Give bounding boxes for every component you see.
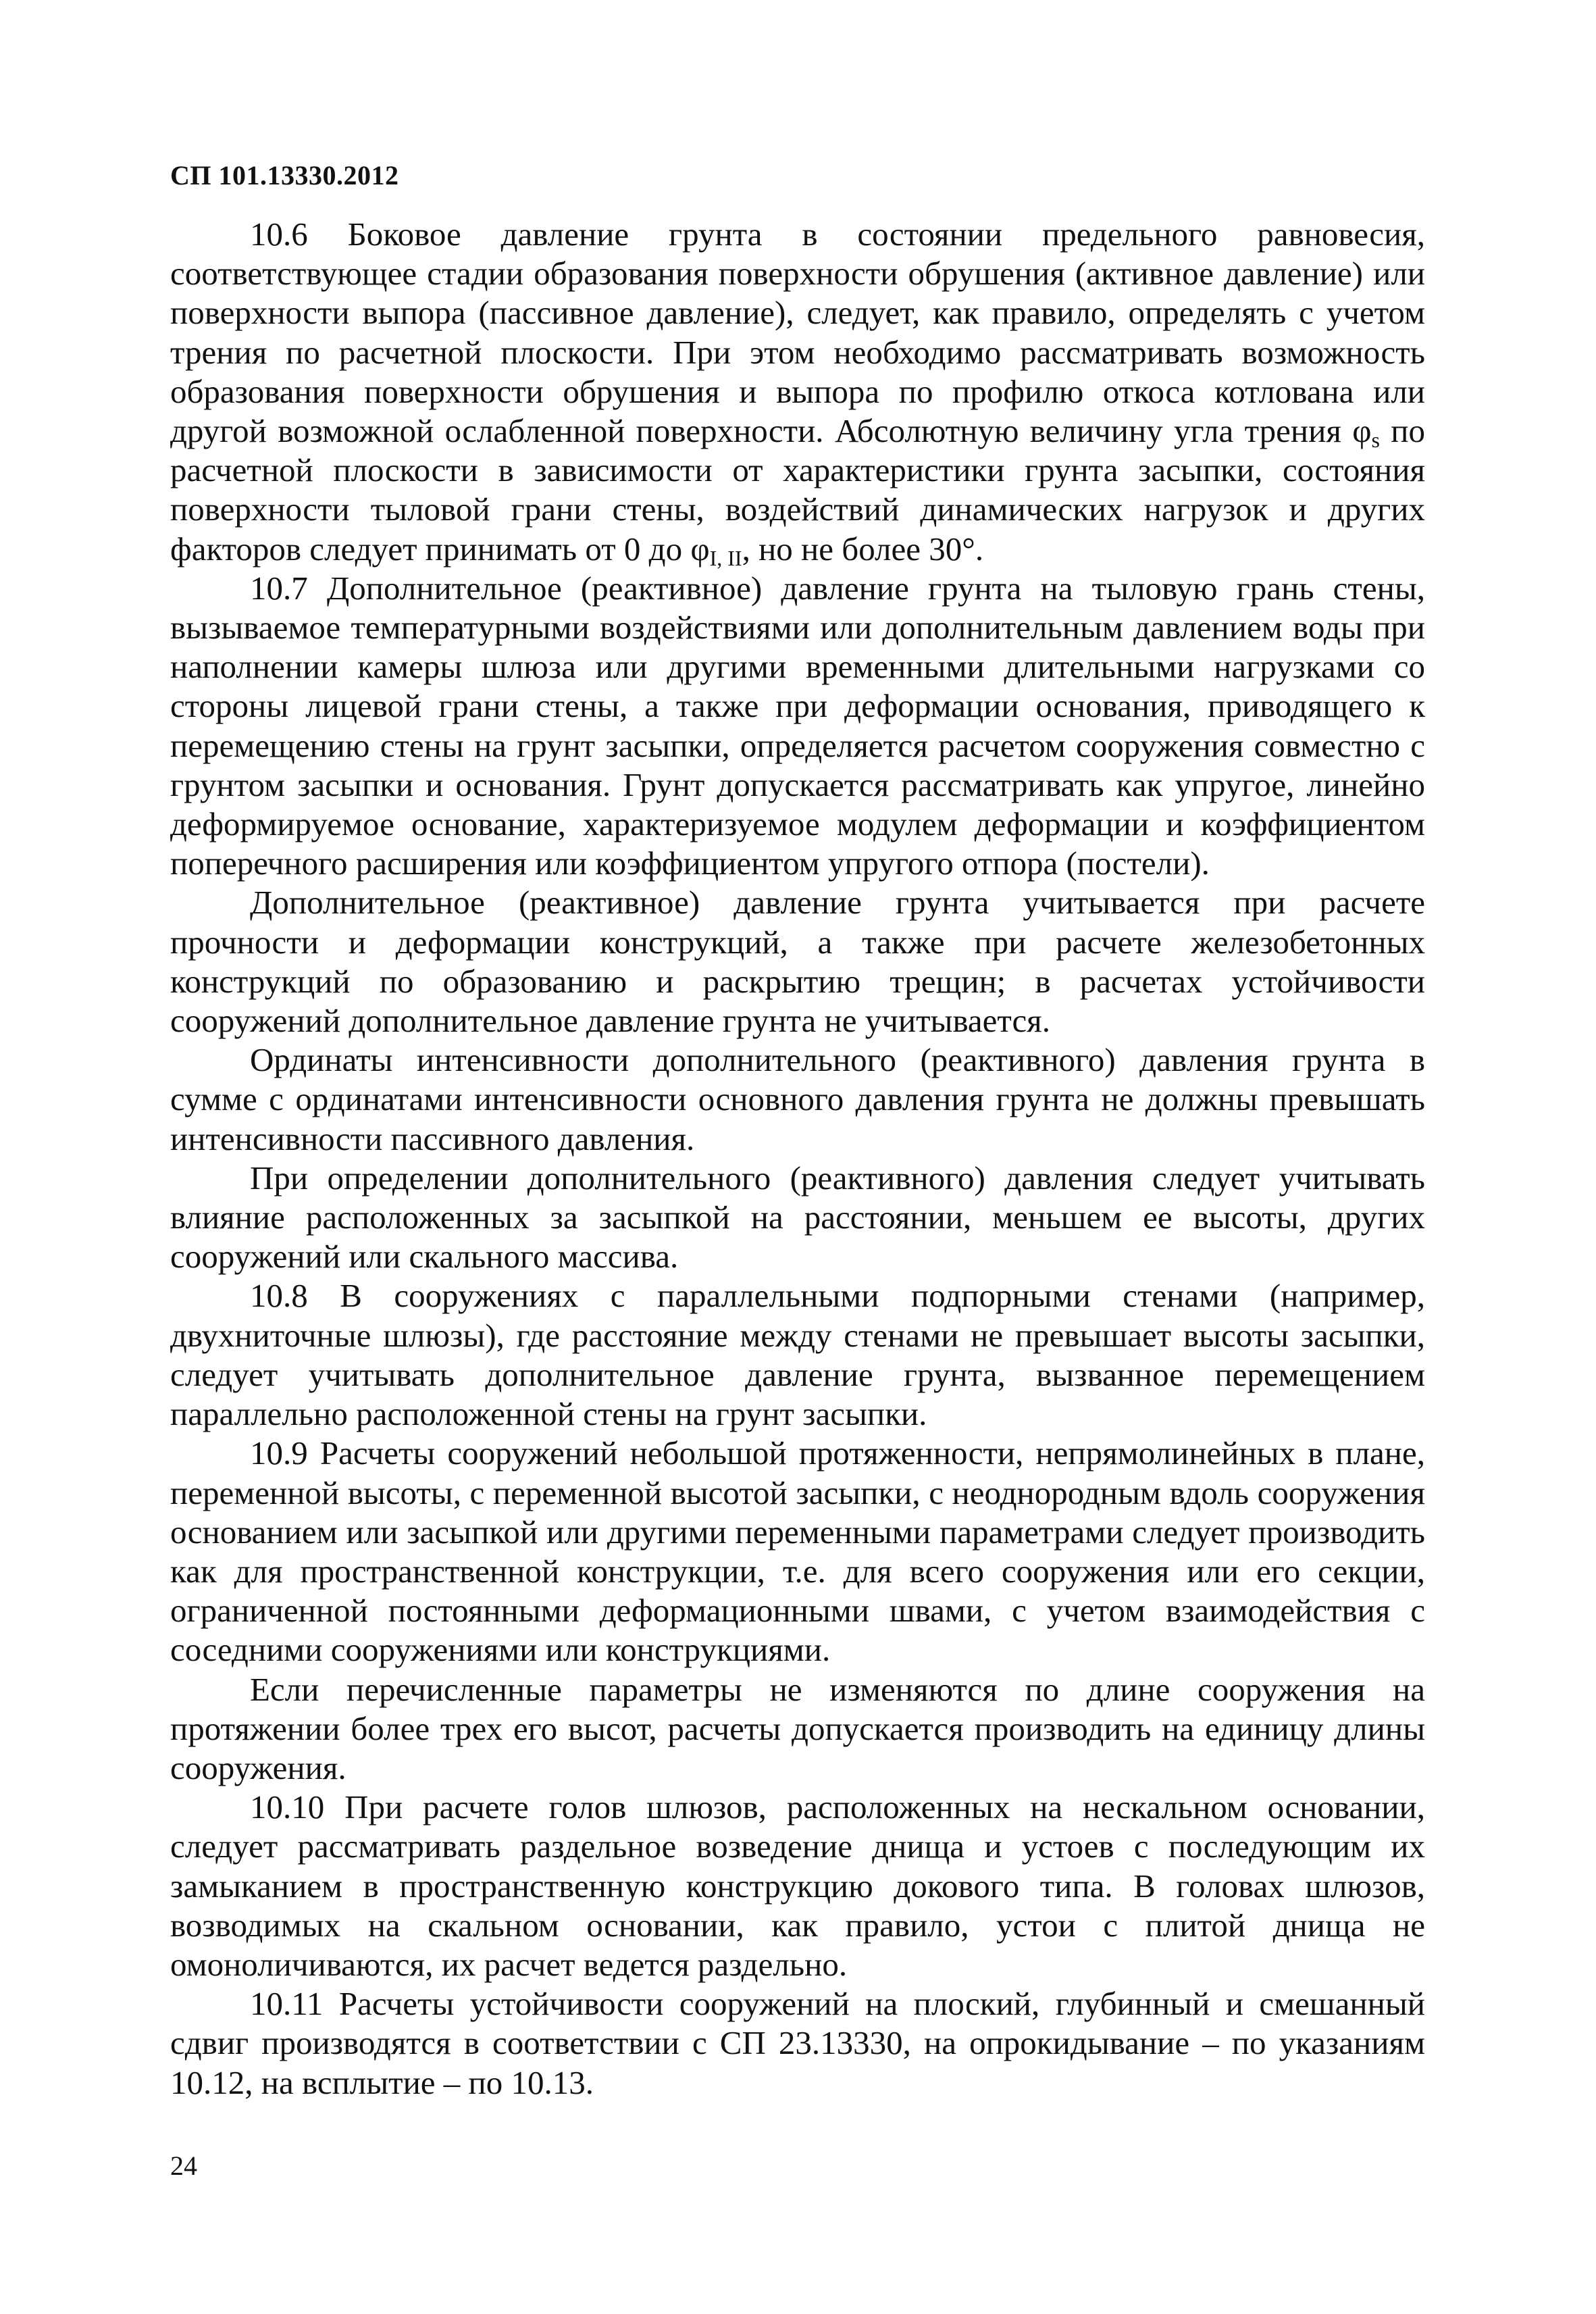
subscript-i-ii: I, II [709, 545, 742, 570]
subscript-s: s [1371, 428, 1380, 453]
paragraph-text: по расчетной плоскости в зависимости от характеристики грунта засыпки, состояния поверхности тыловой грани стены, воздействий динамических нагрузок и других факторов следует принимать от 0 до φ [170, 412, 1425, 568]
paragraph-10-7-influence: При определении дополнительного (реактивного) давления следует учитывать влияние расположенных за засыпкой на расстоянии, меньшем ее высоты, других сооружений или скального массива. [170, 1159, 1425, 1276]
document-code-header: СП 101.13330.2012 [170, 160, 399, 191]
paragraph-10-7: 10.7 Дополнительное (реактивное) давление грунта на тыловую грань стены, вызываемое температурными воздействиями или дополнительным давлением воды при наполнении камеры шлюза или другими временными длительными нагрузками со стороны лицевой грани стены, а также при деформации основания, приводящего к перемещению стены на грунт засыпки, определяется расчетом сооружения совместно с грунтом засыпки и основания. Грунт допускается рассматривать как упругое, линейно деформируемое основание, характеризуемое модулем деформации и коэффициентом поперечного расширения или коэффициентом упругого отпора (постели). [170, 569, 1425, 882]
paragraph-10-8: 10.8 В сооружениях с параллельными подпорными стенами (например, двухниточные шлюзы), где расстояние между стенами не превышает высоты засыпки, следует учитывать дополнительное давление грунта, вызванное перемещением параллельно расположенной стены на грунт засыпки. [170, 1277, 1425, 1433]
paragraph-10-7-additional: Дополнительное (реактивное) давление грунта учитывается при расчете прочности и деформации конструкций, а также при расчете железобетонных конструкций по образованию и раскрытию трещин; в расчетах устойчивости сооружений дополнительное давление грунта не учитывается. [170, 884, 1425, 1040]
paragraph-10-9-unit-length: Если перечисленные параметры не изменяются по длине сооружения на протяжении более трех его высот, расчеты допускается производить на единицу длины сооружения. [170, 1670, 1425, 1786]
paragraph-10-7-ordinates: Ординаты интенсивности дополнительного (реактивного) давления грунта в сумме с ординатами интенсивности основного давления грунта не должны превышать интенсивности пассивного давления. [170, 1041, 1425, 1157]
paragraph-10-6 [170, 215, 1425, 569]
paragraph-text: 10.6 Боковое давление грунта в состоянии предельного равновесия, соответствующее стадии образования поверхности обрушения (активное давление) или поверхности выпора (пассивное давление), следует, как правило, определять с учетом трения по расчетной плоскости. При этом необходимо рассматривать возможность образования поверхности обрушения и выпора по профилю откоса котлована или другой возможной ослабленной поверхности. Абсолютную величину угла трения φ [170, 216, 1425, 450]
paragraph-10-9: 10.9 Расчеты сооружений небольшой протяженности, непрямолинейных в плане, переменной высоты, с переменной высотой засыпки, с неоднородным вдоль сооружения основанием или засыпкой или другими переменными параметрами следует производить как для пространственной конструкции, т.е. для всего сооружения или его секции, ограниченной постоянными деформационными швами, с учетом взаимодействия с соседними сооружениями или конструкциями. [170, 1434, 1425, 1669]
paragraph-10-10: 10.10 При расчете голов шлюзов, расположенных на нескальном основании, следует рассматривать раздельное возведение днища и устоев с последующим их замыканием в пространственную конструкцию докового типа. В головах шлюзов, возводимых на скальном основании, как правило, устои с плитой днища не омоноличиваются, их расчет ведется раздельно. [170, 1788, 1425, 1983]
paragraph-text: , но не более 30°. [742, 530, 984, 568]
page-number: 24 [170, 2150, 197, 2181]
document-body [170, 215, 1425, 2103]
paragraph-10-11: 10.11 Расчеты устойчивости сооружений на плоский, глубинный и смешанный сдвиг производятся в соответствии с СП 23.13330, на опрокидывание – по указаниям 10.12, на всплытие – по 10.13. [170, 1985, 1425, 2101]
